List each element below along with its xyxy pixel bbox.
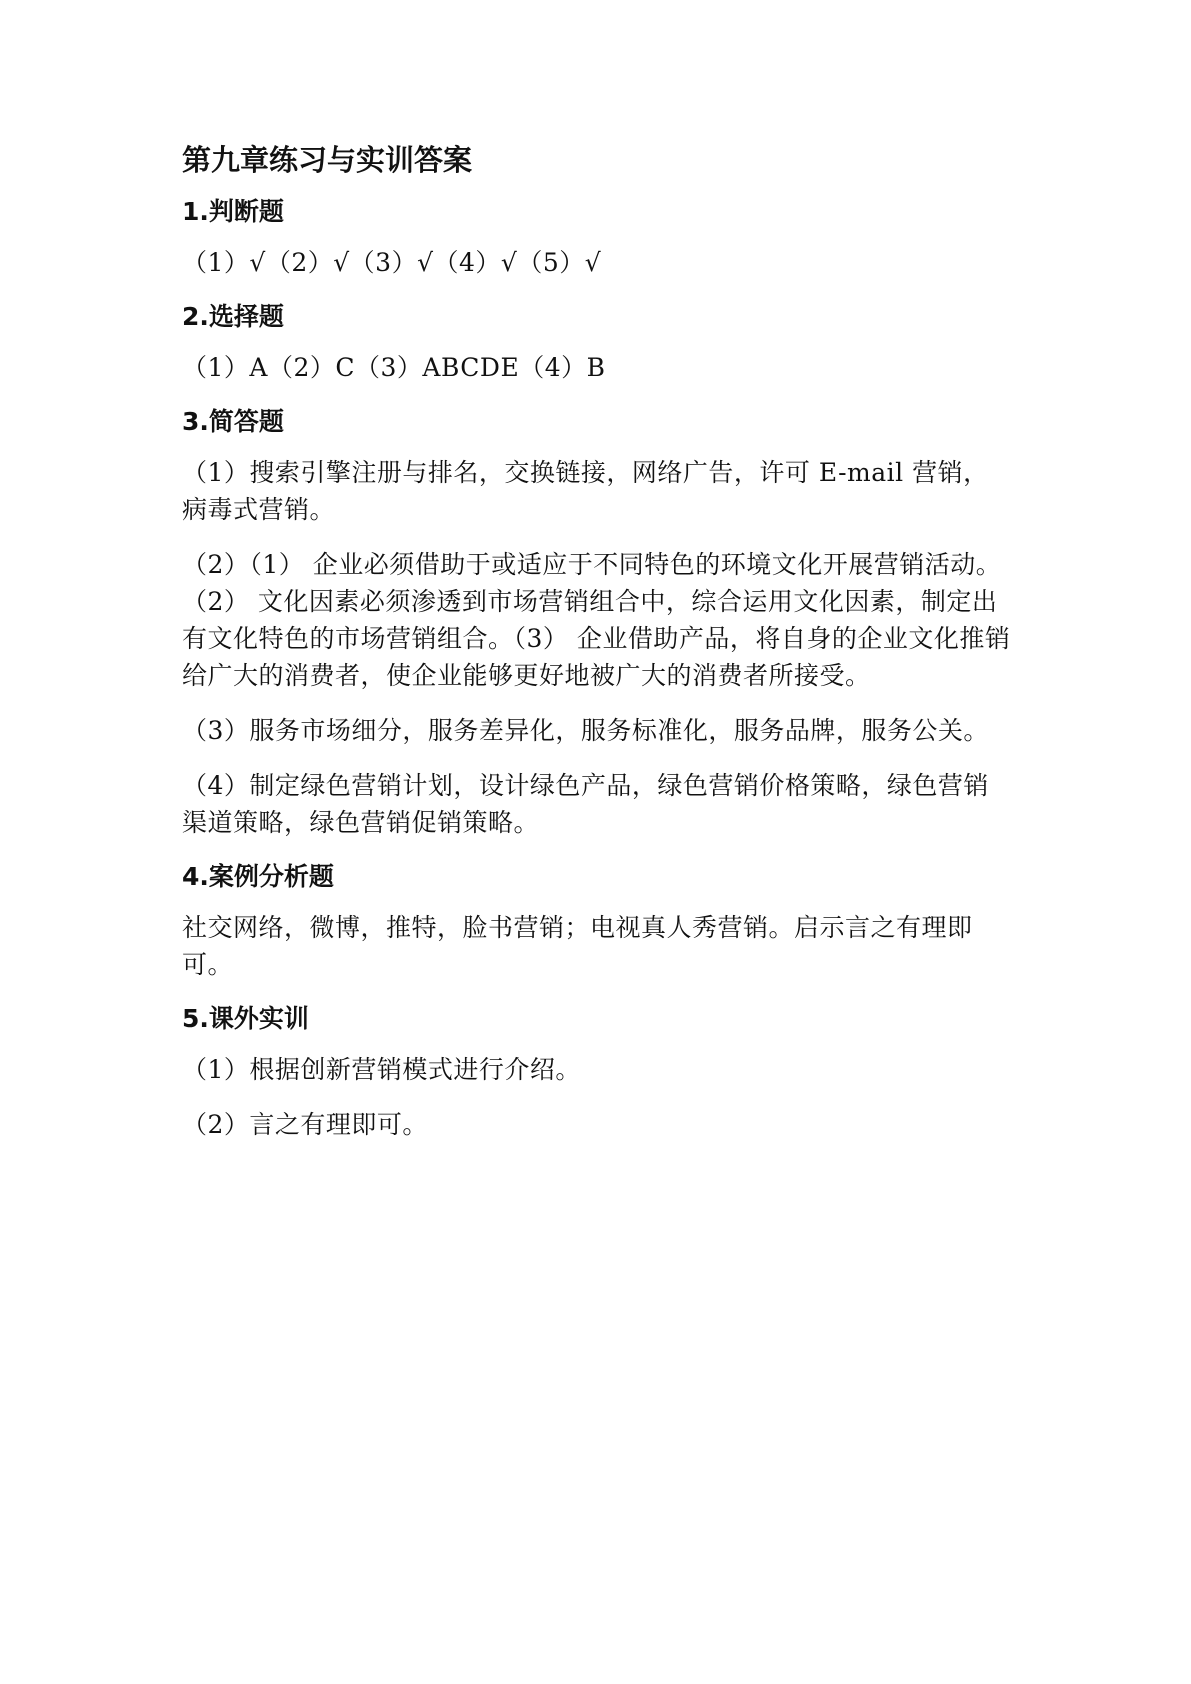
page-title: 第九章练习与实训答案 (182, 143, 473, 177)
section-heading: 1.判断题 (182, 197, 284, 226)
answer-paragraph: （1）根据创新营销模式进行介绍。 (182, 1055, 581, 1084)
answer-paragraph: 社交网络，微博，推特，脸书营销；电视真人秀营销。启示言之有理即可。 (182, 913, 973, 979)
section-heading: 2.选择题 (182, 302, 284, 331)
answer-paragraph: （1）√（2）√（3）√（4）√（5）√ (182, 248, 602, 277)
document-page (182, 140, 1012, 1161)
answer-paragraph: （1）搜索引擎注册与排名，交换链接，网络广告，许可 E-mail 营销，病毒式营销。 (182, 458, 989, 524)
section-true-false (182, 194, 1012, 281)
section-heading: 5.课外实训 (182, 1004, 309, 1033)
answer-paragraph: （3）服务市场细分，服务差异化，服务标准化，服务品牌，服务公关。 (182, 716, 989, 745)
answer-paragraph: （2）（1） 企业必须借助于或适应于不同特色的环境文化开展营销活动。（2） 文化因素必须渗透到市场营销组合中，综合运用文化因素，制定出有文化特色的市场营销组合。（3） 企业借助产品，将自身的企业文化推销给广大的消费者，使企业能够更好地被广大的消费者所接受。 (182, 550, 1011, 690)
answer-paragraph: （2）言之有理即可。 (182, 1110, 428, 1139)
section-multiple-choice (182, 299, 1012, 386)
answer-paragraph: （1）A（2）C（3）ABCDE（4）B (182, 353, 606, 382)
section-heading: 4.案例分析题 (182, 862, 334, 891)
section-case-analysis (182, 859, 1012, 983)
section-extracurricular-training (182, 1001, 1012, 1143)
section-heading: 3.简答题 (182, 407, 284, 436)
answer-paragraph: （4）制定绿色营销计划，设计绿色产品，绿色营销价格策略，绿色营销渠道策略，绿色营销促销策略。 (182, 771, 989, 837)
section-short-answer (182, 404, 1012, 841)
